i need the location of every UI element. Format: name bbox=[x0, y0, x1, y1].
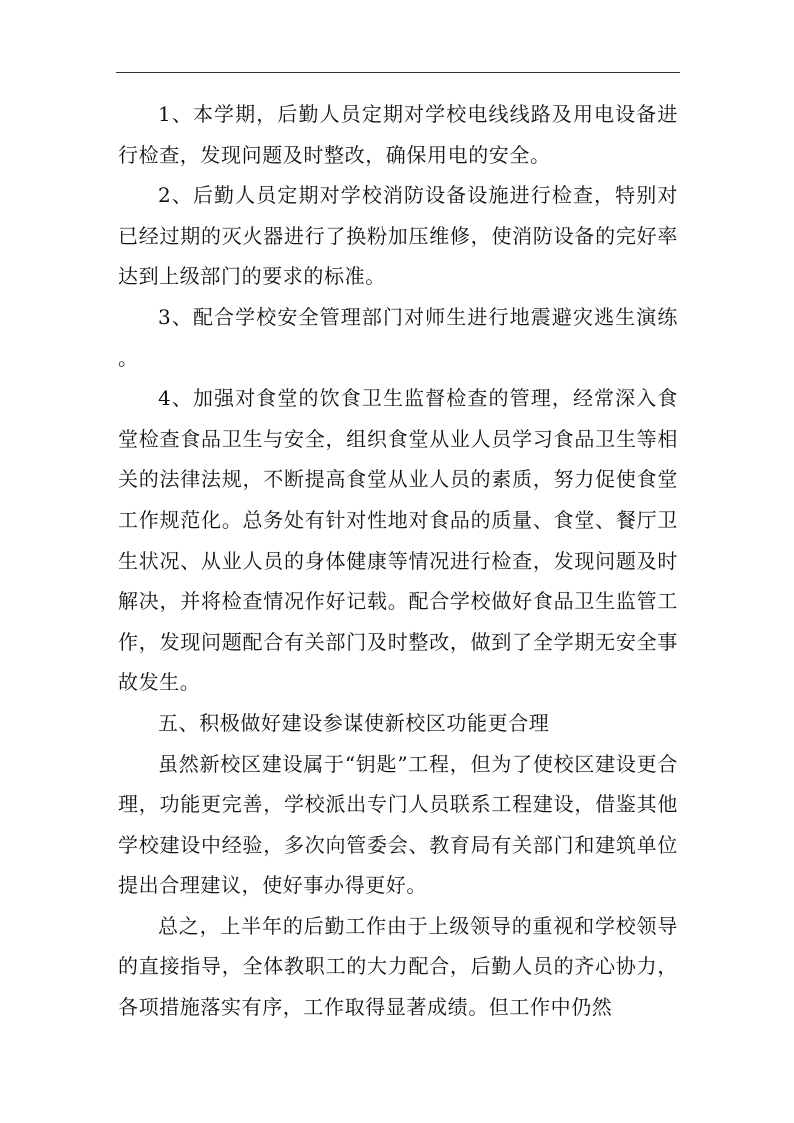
paragraph-fire-equipment: 2、后勤人员定期对学校消防设备设施进行检查，特别对已经过期的灭火器进行了换粉加压维修，使消防设备的完好率达到上级部门的要求的标准。 bbox=[118, 183, 678, 289]
document-body bbox=[118, 94, 678, 1028]
paragraph-canteen-hygiene: 4、加强对食堂的饮食卫生监督检查的管理，经常深入食堂检查食品卫生与安全，组织食堂从业人员学习食品卫生等相关的法律法规，不断提高食堂从业人员的素质，努力促使食堂工作规范化。总务处有针对性地对食品的质量、食堂、餐厅卫生状况、从业人员的身体健康等情况进行检查，发现问题及时解决，并将检查情况作好记载。配合学校做好食品卫生监管工作，发现问题配合有关部门及时整改，做到了全学期无安全事故发生。 bbox=[118, 386, 678, 695]
section-heading-new-campus: 五、积极做好建设参谋使新校区功能更合理 bbox=[158, 710, 550, 735]
paragraph-earthquake-drill: 3、配合学校安全管理部门对师生进行地震避灾逃生演练 。 bbox=[118, 304, 678, 370]
header-rule bbox=[116, 72, 680, 73]
paragraph-electrical-inspection: 1、本学期，后勤人员定期对学校电线线路及用电设备进行检查，发现问题及时整改，确保用电的安全。 bbox=[118, 102, 678, 167]
paragraph-campus-construction: 虽然新校区建设属于“钥匙”工程，但为了使校区建设更合理，功能更完善，学校派出专门人员联系工程建设，借鉴其他学校建设中经验，多次向管委会、教育局有关部门和建筑单位提出合理建议，使好事办得更好。 bbox=[118, 751, 678, 898]
paragraph-summary: 总之，上半年的后勤工作由于上级领导的重视和学校领导的直接指导，全体教职工的大力配合，后勤人员的齐心协力，各项措施落实有序，工作取得显著成绩。但工作中仍然 bbox=[118, 913, 678, 1020]
